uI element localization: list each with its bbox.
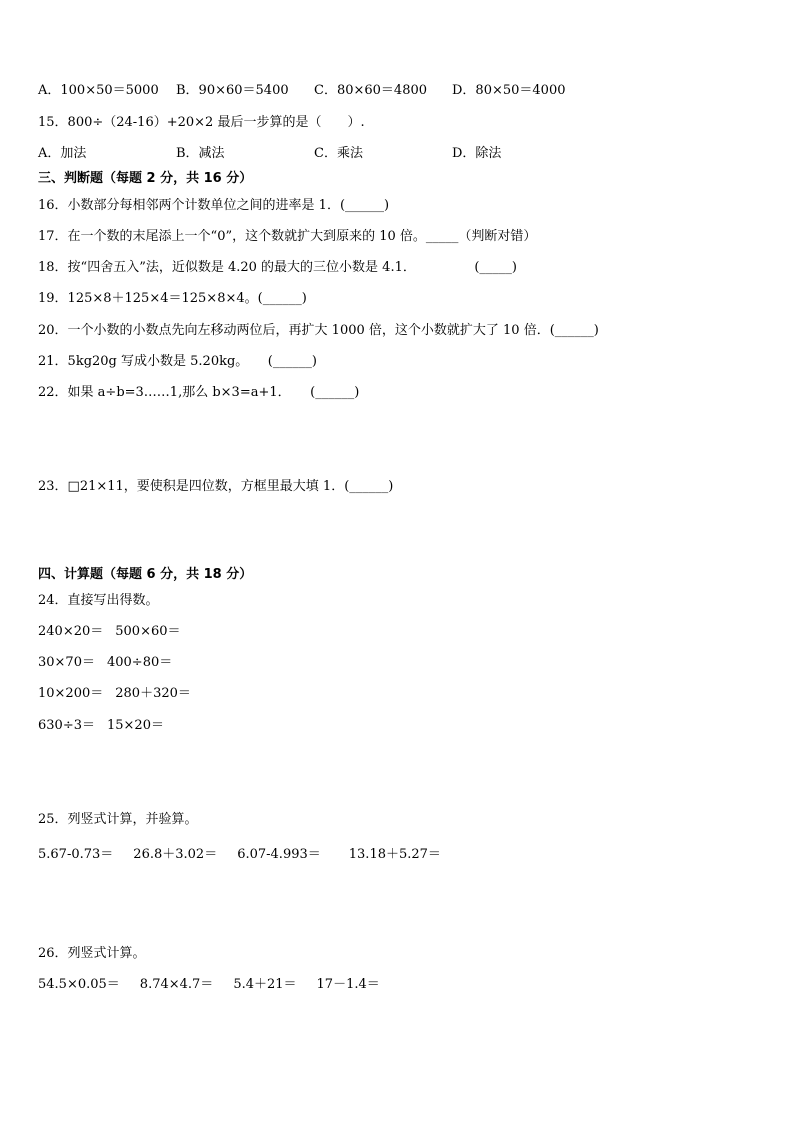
q25-item: 6.07-4.993＝: [237, 847, 321, 862]
q14-option-b: B．90×60＝5400: [176, 83, 289, 98]
q26-items: [38, 976, 380, 994]
q25-item: 26.8＋3.02＝: [133, 847, 218, 862]
question-25-stem: 25．列竖式计算，并验算。: [38, 812, 198, 827]
q15-option-c: C．乘法: [314, 146, 363, 161]
q24-row: [38, 717, 164, 735]
q24-item: 15×20＝: [106, 718, 164, 733]
question-26-stem: 26．列竖式计算。: [38, 946, 146, 961]
question-17: 17．在一个数的末尾添上一个“0”，这个数就扩大到原来的 10 倍。_____（判断对错）: [38, 229, 537, 244]
question-16: 16．小数部分每相邻两个计数单位之间的进率是 1．(______): [38, 198, 390, 213]
q24-item: 400÷80＝: [106, 655, 173, 670]
q26-item: 54.5×0.05＝: [38, 977, 120, 992]
question-18: 18．按“四舍五入”法，近似数是 4.20 的最大的三位小数是 4.1． (_____): [38, 260, 517, 275]
q14-option-c: C．80×60＝4800: [314, 83, 428, 98]
q24-item: 240×20＝: [38, 624, 104, 639]
q15-option-a: A．加法: [38, 146, 87, 161]
q25-item: 13.18＋5.27＝: [348, 847, 441, 862]
question-22: 22．如果 a÷b=3……1,那么 b×3=a+1． (______): [38, 385, 360, 400]
q15-option-b: B．减法: [176, 146, 225, 161]
q26-item: 17－1.4＝: [316, 977, 380, 992]
q25-item: 5.67-0.73＝: [38, 847, 114, 862]
q15-stem: 15．800÷（24-16）+20×2 最后一步算的是（ ）.: [38, 115, 365, 130]
section-3-title: 三、判断题（每题 2 分，共 16 分）: [38, 171, 253, 186]
q24-item: 30×70＝: [38, 655, 95, 670]
q14-option-d: D．80×50＝4000: [452, 83, 566, 98]
question-23: 23．□21×11，要使积是四位数，方框里最大填 1．(______): [38, 479, 394, 494]
q24-item: 10×200＝: [38, 686, 104, 701]
q24-row: [38, 685, 191, 703]
question-24-stem: 24．直接写出得数。: [38, 593, 159, 608]
q26-item: 8.74×4.7＝: [139, 977, 214, 992]
q24-item: 280＋320＝: [115, 686, 191, 701]
question-20: 20．一个小数的小数点先向左移动两位后，再扩大 1000 倍，这个小数就扩大了 10 倍．(______): [38, 323, 599, 338]
q24-row: [38, 654, 172, 672]
q24-row: [38, 623, 181, 641]
q26-item: 5.4＋21＝: [233, 977, 297, 992]
q25-items: [38, 846, 441, 864]
q14-option-a: A．100×50＝5000: [38, 83, 159, 98]
section-4-title: 四、计算题（每题 6 分，共 18 分）: [38, 567, 253, 582]
question-21: 21．5kg20g 写成小数是 5.20kg。 (______): [38, 354, 317, 369]
q24-item: 630÷3＝: [38, 718, 95, 733]
question-19: 19．125×8＋125×4＝125×8×4。(______): [38, 291, 307, 306]
q15-option-d: D．除法: [452, 146, 502, 161]
q24-item: 500×60＝: [115, 624, 181, 639]
